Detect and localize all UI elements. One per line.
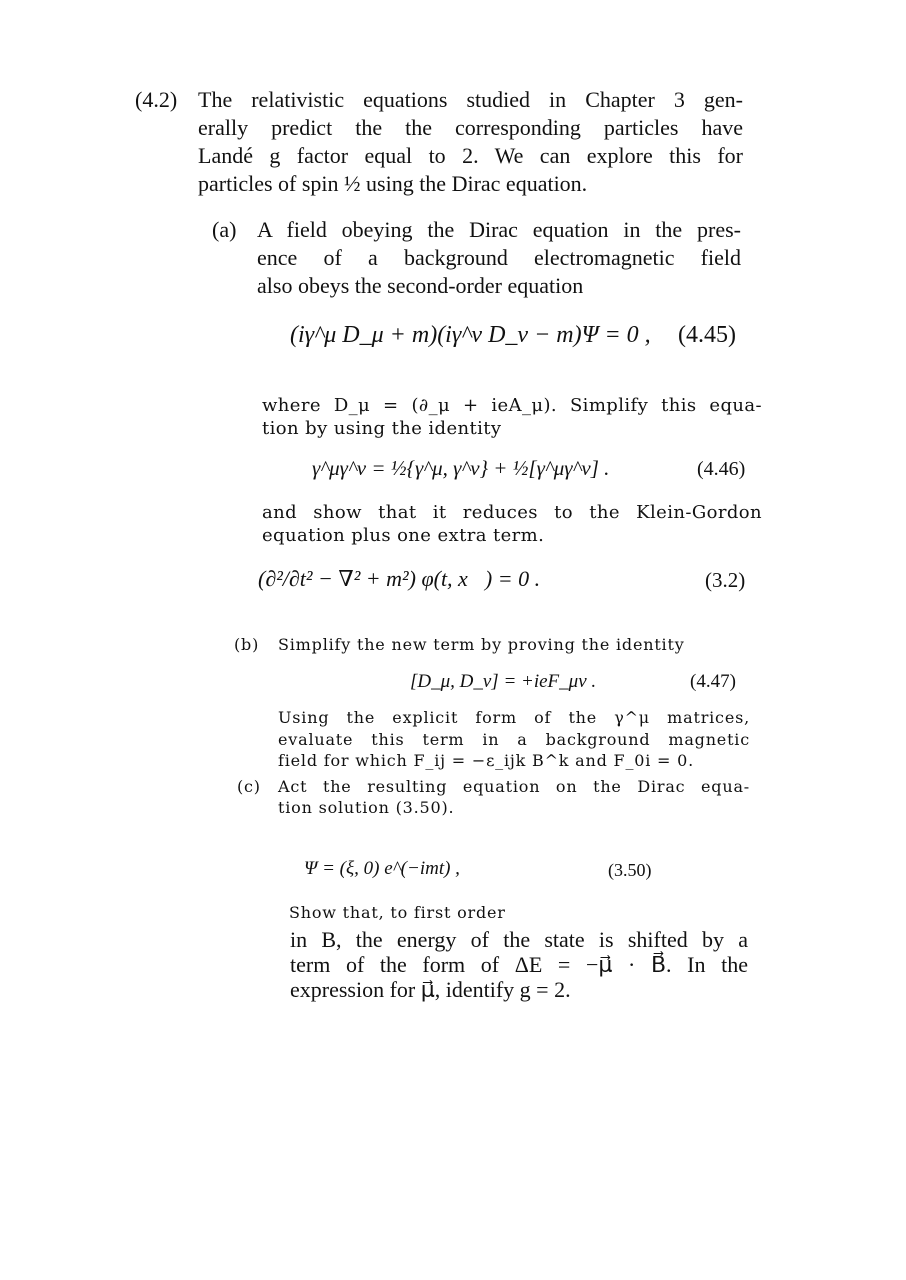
final-line-3: expression for μ⃗, identify g = 2. bbox=[290, 977, 571, 1002]
equation-4-47: [D_μ, D_ν] = +ieF_μν . bbox=[410, 671, 597, 692]
part-c-line-2: tion solution (3.50). bbox=[278, 798, 455, 817]
part-a-line-1: A field obeying the Dirac equation in the pres- bbox=[257, 217, 741, 242]
part-a-label: (a) bbox=[212, 217, 237, 242]
equation-4-45: (iγ^μ D_μ + m)(iγ^ν D_ν − m)Ψ = 0 , bbox=[290, 322, 651, 348]
equation-3-2-number: (3.2) bbox=[705, 568, 746, 592]
equation-3-2: (∂²/∂t² − ∇² + m²) φ(t, x⃗) = 0 . bbox=[258, 566, 541, 591]
equation-4-46-number: (4.46) bbox=[697, 458, 746, 480]
final-line-1: in B, the energy of the state is shifted by a bbox=[290, 927, 748, 952]
where-line-2: tion by using the identity bbox=[262, 418, 502, 439]
part-a-line-3: also obeys the second-order equation bbox=[257, 273, 584, 298]
part-b-line-1: Simplify the new term by proving the identity bbox=[278, 635, 685, 654]
part-b-line-4: field for which F_ij = −ε_ijk B^k and F_0i = 0. bbox=[278, 751, 694, 770]
equation-3-50: Ψ = (ξ, 0) e^(−imt) , bbox=[304, 858, 460, 879]
equation-3-50-number: (3.50) bbox=[608, 860, 652, 880]
equation-4-45-number: (4.45) bbox=[678, 322, 736, 348]
part-b-line-2: Using the explicit form of the γ^μ matrices, bbox=[278, 708, 750, 727]
intro-line-2: erally predict the the corresponding particles have bbox=[198, 115, 743, 140]
part-b-line-3: evaluate this term in a background magnetic bbox=[278, 730, 750, 749]
part-c-label: (c) bbox=[237, 777, 261, 796]
equation-4-47-number: (4.47) bbox=[690, 671, 736, 692]
final-line-2: term of the form of ΔE = −μ⃗ · B⃗. In the bbox=[290, 952, 748, 977]
part-c-line-1: Act the resulting equation on the Dirac equa- bbox=[278, 777, 750, 796]
problem-number: (4.2) bbox=[135, 87, 178, 112]
part-b-label: (b) bbox=[234, 635, 260, 654]
intro-line-1: The relativistic equations studied in Chapter 3 gen- bbox=[198, 87, 743, 112]
part-c-show-line: Show that, to first order bbox=[289, 903, 506, 922]
show-line-1: and show that it reduces to the Klein-Gordon bbox=[262, 502, 762, 523]
part-a-line-2: ence of a background electromagnetic field bbox=[257, 245, 741, 270]
where-line-1: where D_μ = (∂_μ + ieA_μ). Simplify this equa- bbox=[262, 395, 762, 416]
intro-line-4: particles of spin ½ using the Dirac equation. bbox=[198, 171, 588, 196]
show-line-2: equation plus one extra term. bbox=[262, 525, 545, 546]
intro-line-3: Landé g factor equal to 2. We can explore this for bbox=[198, 143, 743, 168]
equation-4-46: γ^μγ^ν = ½{γ^μ, γ^ν} + ½[γ^μγ^ν] . bbox=[312, 456, 610, 480]
